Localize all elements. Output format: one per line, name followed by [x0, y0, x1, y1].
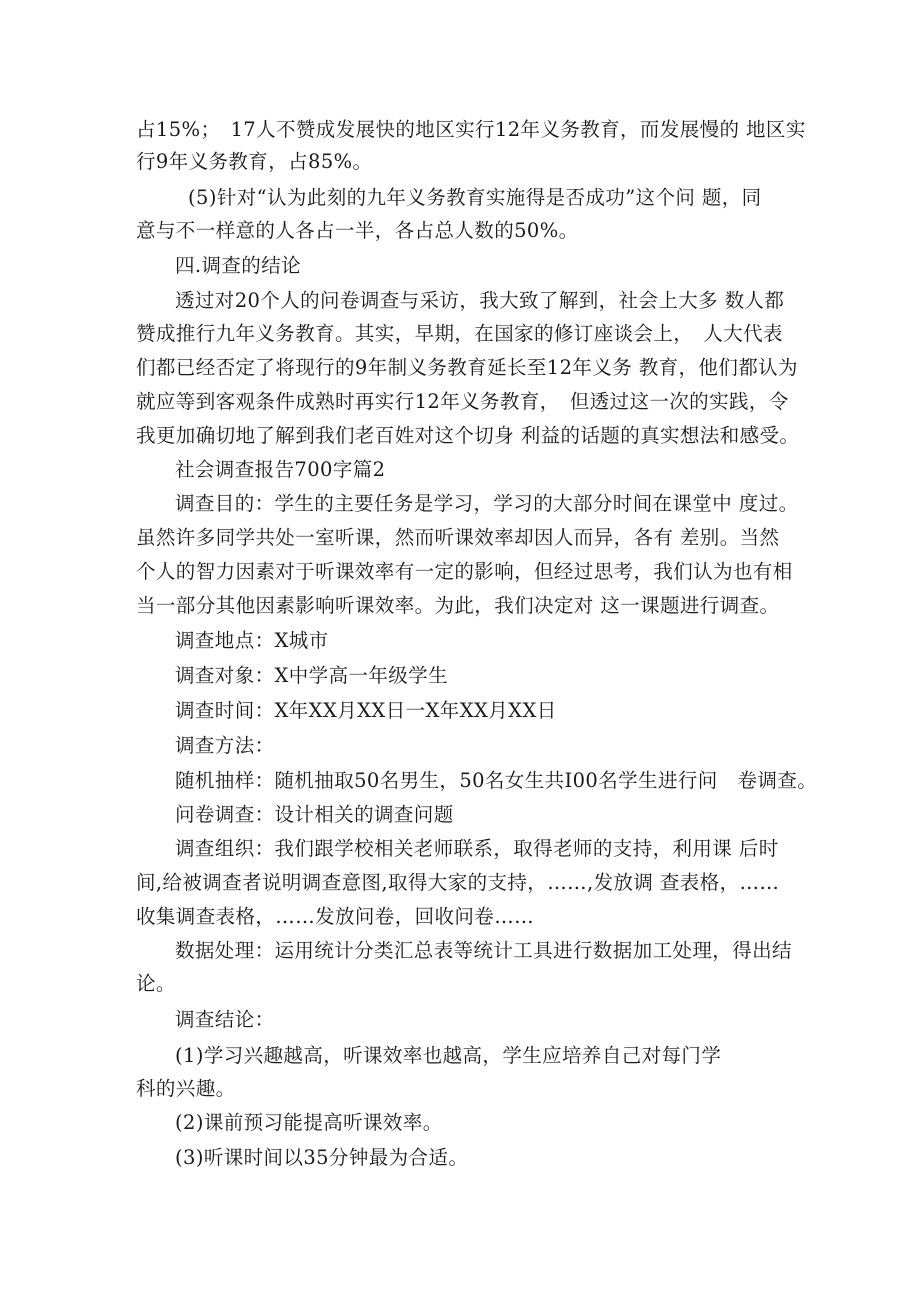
text-line: 随机抽样：随机抽取50名男生，50名女生共I00名学生进行问 卷调查。 — [175, 769, 818, 792]
text-line: 问卷调查：设计相关的调查问题 — [175, 803, 454, 826]
section-heading: 四.调查的结论 — [175, 254, 301, 277]
text-line: 调查结论： — [175, 1008, 275, 1031]
text-line: 收集调查表格，……发放问卷，回收问卷…… — [136, 905, 535, 928]
text-line: 我更加确切地了解到我们老百姓对这个切身 利益的话题的真实想法和感受。 — [136, 424, 800, 447]
text-line: 当一部分其他因素影响听课效率。为此，我们决定对 这一课题进行调查。 — [136, 594, 780, 617]
text-line: (5)针对“认为此刻的九年义务教育实施得是否成功”这个问 题，同 — [188, 186, 762, 209]
text-line: 数据处理：运用统计分类汇总表等统计工具进行数据加工处理，得出结 — [175, 939, 792, 962]
text-line: 论。 — [136, 972, 176, 995]
text-line: 赞成推行九年义务教育。其实，早期，在国家的修订座谈会上， 人大代表 — [136, 322, 783, 345]
section-heading: 社会调查报告700字篇2 — [175, 458, 386, 481]
text-line: 个人的智力因素对于听课效率有一定的影响，但经过思考，我们认为也有相 — [136, 560, 793, 583]
text-line: 间,给被调查者说明调查意图,取得大家的支持，……,发放调 查表格，…… — [136, 871, 780, 894]
text-line: 调查组织：我们跟学校相关老师联系，取得老师的支持，利用课 后时 — [175, 837, 779, 860]
text-line: (2)课前预习能提高听课效率。 — [175, 1111, 443, 1134]
text-line: 调查方法： — [175, 734, 275, 757]
text-line: 占15%； 17人不赞成发展快的地区实行12年义务教育，而发展慢的 地区实 — [136, 118, 806, 141]
text-line: (1)学习兴趣越高，听课效率也越高，学生应培养自己对每门学 — [175, 1044, 722, 1067]
text-line: 们都已经否定了将现行的9年制义务教育延长至12年义务 教育，他们都认为 — [136, 356, 798, 379]
text-line: 调查对象：X中学高一年级学生 — [175, 664, 448, 687]
text-line: (3)听课时间以35分钟最为合适。 — [175, 1146, 469, 1169]
text-line: 透过对20个人的问卷调查与采访，我大致了解到，社会上大多 数人都 — [175, 289, 785, 312]
text-line: 科的兴趣。 — [136, 1077, 236, 1100]
text-line: 就应等到客观条件成熟时再实行12年义务教育， 但透过这一次的实践，令 — [136, 390, 789, 413]
text-line: 行9年义务教育，占85%。 — [136, 150, 373, 173]
text-line: 调查目的：学生的主要任务是学习，学习的大部分时间在课堂中 度过。 — [175, 492, 799, 515]
text-line: 调查地点：X城市 — [175, 629, 329, 652]
text-line: 调查时间：X年XX月XX日一X年XX月XX日 — [175, 699, 557, 722]
text-line: 虽然许多同学共处一室听课，然而听课效率却因人而异，各有 差别。当然 — [136, 526, 780, 549]
text-line: 意与不一样意的人各占一半，各占总人数的50%。 — [136, 219, 579, 242]
